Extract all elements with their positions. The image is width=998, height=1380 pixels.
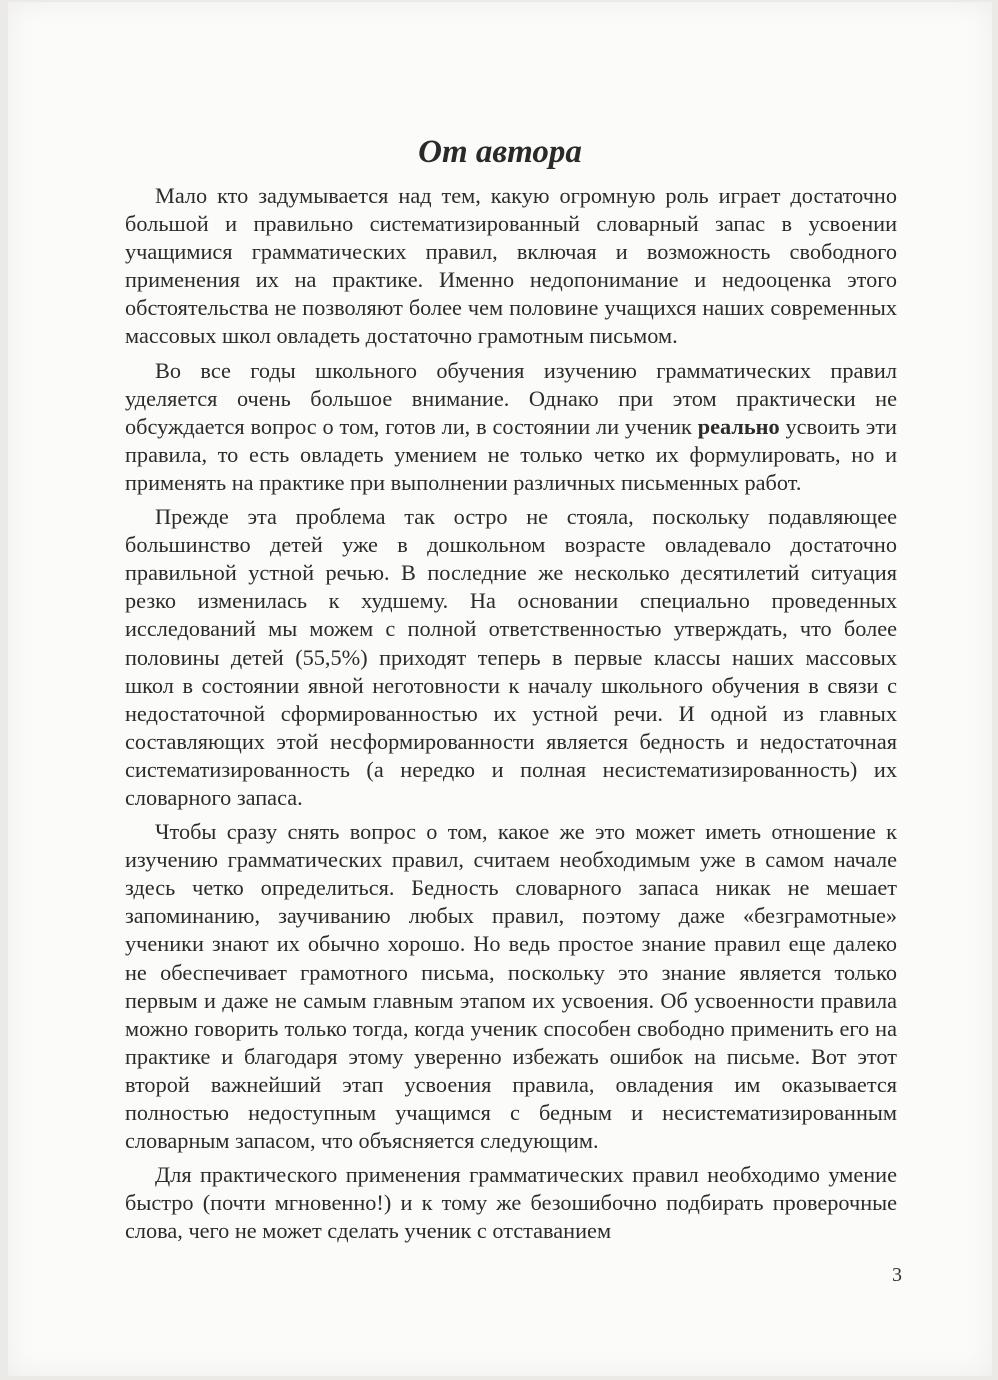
paragraph-2-start: Во все годы школьного обучения изучению грамматических правил уделяется очень большое внимание. Однако при этом практически не обсуждается вопрос о том, готов ли, в состоянии ли ученик [125, 357, 897, 439]
page-title: От автора [418, 134, 582, 170]
paragraph-3: Прежде эта проблема так остро не стояла, поскольку подавляющее большинство детей уже в дошкольном возрасте овладевало достаточно правильной устной речью. В последние же несколько десятилетий ситуация резко изменилась к худшему. На основании специально проведенных исследований мы можем с полной ответственностью утверждать, что более половины детей (55,5%) приходят теперь в первые классы наших массовых школ в состоянии явной неготовности к началу школьного обучения в связи с недостаточной сформированностью их устной речи. И одной из главных составляющих этой несформированности является бедность и недостаточная систематизированность (а нередко и полная несистематизированность) их словарного запаса. [125, 504, 897, 810]
page-number: 3 [892, 1264, 902, 1286]
paragraph-1: Мало кто задумывается над тем, какую огромную роль играет достаточно большой и правильно систематизированный словарный запас в усвоении учащимися грамматических правил, включая и возможность свободного применения их на практике. Именно недопонимание и недооценка этого обстоятельства не позволяют более чем половине учащихся наших современных массовых школ овладеть достаточно грамотным письмом. [125, 183, 897, 349]
emphasis-word: реально [697, 413, 780, 439]
paragraph-2 [125, 357, 897, 497]
paragraph-5: Для практического применения грамматических правил необходимо умение быстро (почти мгновенно!) и к тому же безошибочно подбирать проверочные слова, чего не может сделать ученик с отставанием [125, 1162, 897, 1244]
paragraph-2-end: усвоить эти правила, то есть овладеть умением не только четко их формулировать, но и применять на практике при выполнении различных письменных работ. [125, 413, 897, 495]
paragraph-4: Чтобы сразу снять вопрос о том, какое же это может иметь отношение к изучению грамматических правил, считаем необходимым уже в самом начале здесь четко определиться. Бедность словарного запаса никак не мешает запоминанию, заучиванию любых правил, поэтому даже «безграмотные» ученики знают их обычно хорошо. Но ведь простое знание правил еще далеко не обеспечивает грамотного письма, поскольку это знание является только первым и даже не самым главным этапом их усвоения. Об усвоенности правила можно говорить только тогда, когда ученик способен свободно применить его на практике и благодаря этому уверенно избежать ошибок на письме. Вот этот второй важнейший этап усвоения правила, овладения им оказывается полностью недоступным учащимся с бедным и несистематизированным словарным запасом, что объясняется следующим. [125, 819, 897, 1154]
body-text [125, 182, 897, 1251]
book-page [8, 2, 992, 1376]
